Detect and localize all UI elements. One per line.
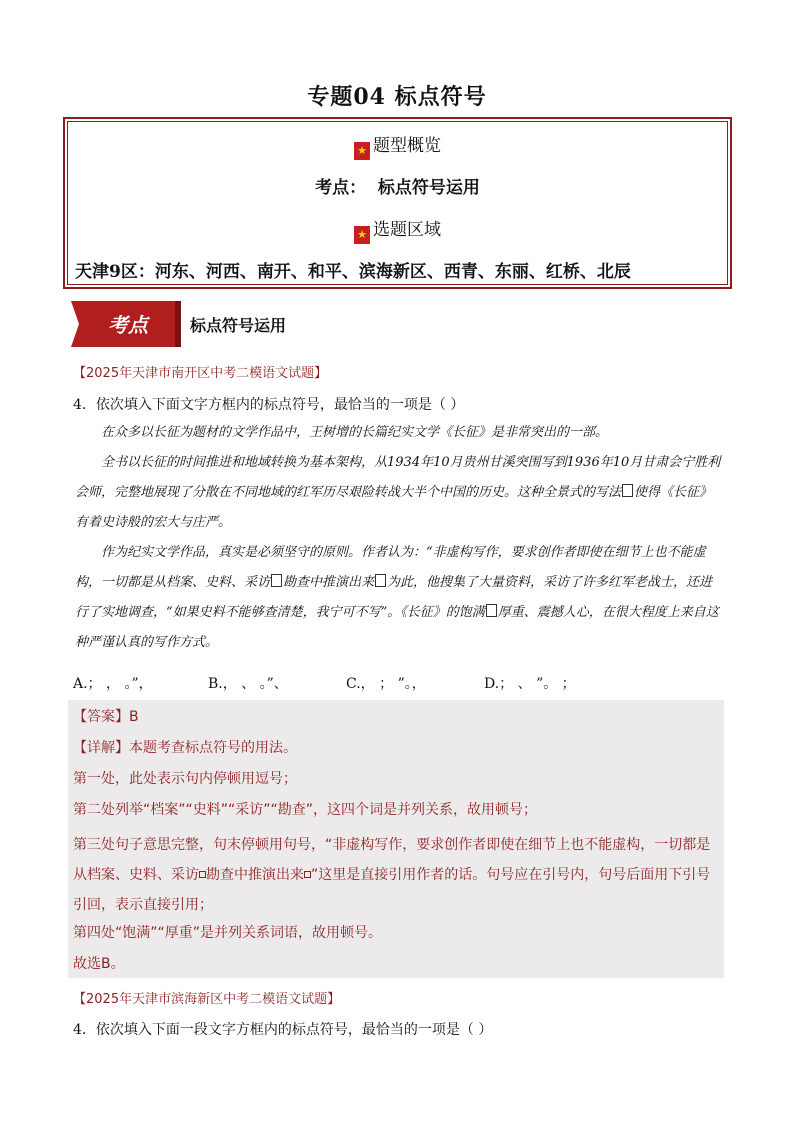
- detail-line: 第四处“饱满”“厚重”是并列关系词语，故用顿号。: [73, 925, 383, 941]
- blank-box: [486, 604, 497, 617]
- kaodian-value: 标点符号运用: [377, 178, 480, 198]
- question-stem: 4．依次填入下面文字方框内的标点符号，最恰当的一项是（ ）: [73, 397, 465, 413]
- kaodian-label: 考点：: [315, 178, 367, 198]
- choice-b[interactable]: B.， 、 。”、: [208, 676, 288, 692]
- blank-box: [304, 871, 311, 878]
- blank-box: [375, 574, 386, 587]
- answer-block: [68, 700, 724, 978]
- detail-line: 第二处列举“档案”“史料”“采访”“勘查”，这四个词是并列关系，故用顿号；: [73, 802, 538, 818]
- kaodian-line: [65, 173, 730, 198]
- section-tag-label: 考点: [108, 313, 148, 337]
- blank-box: [622, 484, 633, 497]
- overview-box: [63, 117, 732, 289]
- flag-icon: ★: [354, 142, 370, 160]
- page-title: 专题04 标点符号: [307, 84, 487, 110]
- blank-box: [199, 871, 206, 878]
- section-tag-banner: [71, 301, 181, 347]
- choice-d[interactable]: D.； 、 ”。 ；: [484, 676, 576, 692]
- passage-paragraph: 在众多以长征为题材的文学作品中，王树增的长篇纪实文学《长征》是非常突出的一部。: [101, 425, 609, 440]
- choice-c[interactable]: C.， ； ”。，: [346, 676, 426, 692]
- question-source: 【2025年天津市滨海新区中考二模语文试题】: [73, 992, 341, 1007]
- detail-line: 第一处，此处表示句内停顿用逗号；: [73, 771, 297, 787]
- blank-box: [271, 574, 282, 587]
- question-source: 【2025年天津市南开区中考二模语文试题】: [73, 366, 328, 381]
- choice-a[interactable]: A.； ， 。”，: [73, 676, 153, 692]
- passage-paragraph: 全书以长征的时间推进和地域转换为基本架构，从1934年10月贵州甘溪突围写到1936年10月甘肃会宁胜利会师，完整地展现了分散在不同地域的红军历尽艰险转战大半个中国的历史。这种全景式的写法 使得《长征》有着史诗般的宏大与庄严。: [75, 455, 721, 530]
- region-header-label: 选题区域: [373, 220, 441, 240]
- answer-label: 【答案】B: [73, 709, 139, 725]
- detail-label: 【详解】本题考查标点符号的用法。: [73, 740, 297, 756]
- answer-choices: [73, 673, 723, 693]
- detail-line: 第三处句子意思完整，句末停顿用句号，“非虚构写作，要求创作者即使在细节上也不能虚构，一切都是从档案、史料、采访 勘查中推演出来 ”这里是直接引用作者的话。句号应在引号内，句号后面用下引号引回，表示直接引用；: [73, 837, 711, 913]
- passage-paragraph: 作为纪实文学作品，真实是必须坚守的原则。作者认为：“非虚构写作，要求创作者即使在细节上也不能虚构，一切都是从档案、史料、采访 勘查中推演出来 为此，他搜集了大量资料，采访了许多红军老战士，还进行了实地调查，“如果史料不能够查清楚，我宁可不写”。《长征》的饱满 厚重、震撼人心，在很大程度上来自这种严谨认真的写作方式。: [75, 545, 719, 650]
- passage: [75, 418, 725, 658]
- region-text: 天津9区：河东、河西、南开、和平、滨海新区、西青、东丽、红桥、北辰: [75, 262, 631, 282]
- overview-header-label: 题型概览: [373, 136, 441, 156]
- region-header: [65, 215, 730, 244]
- section-name: 标点符号运用: [190, 316, 287, 335]
- detail-line: 故选B。: [73, 956, 125, 972]
- question-stem: 4．依次填入下面一段文字方框内的标点符号，最恰当的一项是（ ）: [73, 1022, 493, 1038]
- flag-icon: ★: [354, 226, 370, 244]
- overview-header: [65, 131, 730, 160]
